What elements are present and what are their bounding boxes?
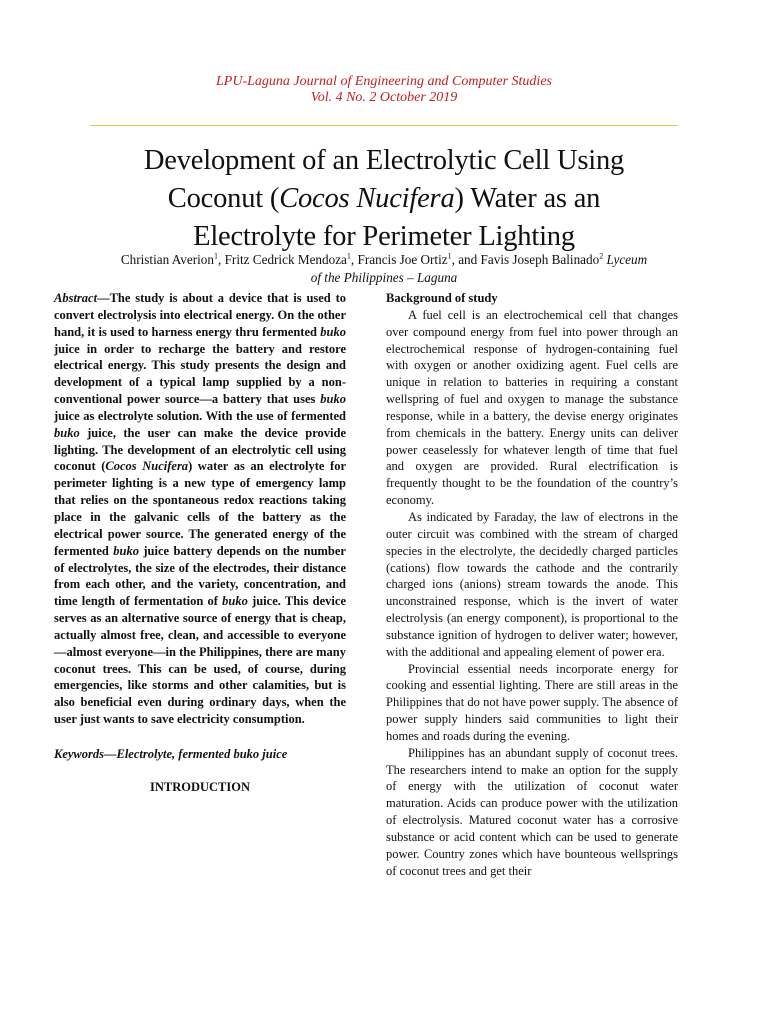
affiliation: of the Philippines – Laguna — [310, 270, 458, 285]
author-list — [40, 251, 728, 287]
abstract-text: juice battery depends on the number of electrolytes, the size of the electrodes, their distance from each other, and the variety, concentration, and time length of fermentation of — [54, 543, 346, 609]
author-affiliation-mark: 1 — [346, 251, 351, 261]
author-affiliation-mark: 1 — [214, 251, 218, 261]
abstract-text: —The study is about a device that is used to convert electrolysis into electrical energy. On the other hand, it is used to harness energy thru fermented — [54, 291, 346, 339]
abstract-text: juice as electrolyte solution. With the use of fermented — [54, 408, 346, 423]
affiliation-line — [40, 269, 728, 287]
body-paragraph: As indicated by Faraday, the law of electrons in the outer circuit was combined with the stream of charged species in the electrolyte, the decidedly charged particles (cations) flow towards the cathode and the contrarily charged ions (anions) stream towards the anode. This unconstrained response, which is the invert of water electrolysis (an energy component), is proportional to the substance ignition of hydrogen to deliver water; however, with the additional and appealing element of power era. — [386, 509, 678, 659]
author-affiliation-mark: 1 — [447, 251, 452, 261]
abstract-label: Abstract — [54, 291, 98, 305]
author-name: Christian Averion — [120, 252, 214, 267]
section-heading-introduction: INTRODUCTION — [149, 779, 250, 794]
title-text: ) Water as an — [454, 183, 601, 214]
section-heading-background: Background of study — [386, 291, 498, 305]
left-column — [54, 290, 346, 796]
title-line-1: Development of an Electrolytic Cell Using — [143, 145, 625, 176]
abstract — [54, 290, 346, 728]
journal-header — [0, 74, 768, 106]
journal-name: LPU-Laguna Journal of Engineering and Computer Studies — [216, 74, 552, 89]
title-line-3: Electrolyte for Perimeter Lighting — [193, 221, 575, 252]
body-paragraph: Provincial essential needs incorporate energy for cooking and essential lighting. There are still areas in the Philippines that do not have power supply. The absence of power supply hinders said communities to light their homes and roads during the evening. — [386, 661, 678, 743]
abstract-italic: buko — [320, 392, 346, 407]
journal-issue: Vol. 4 No. 2 October 2019 — [310, 90, 458, 105]
abstract-italic: buko — [113, 543, 139, 558]
keywords: Keywords—Electrolyte, fermented buko juice — [54, 746, 288, 761]
author-line — [40, 251, 728, 269]
paper-title — [60, 142, 708, 256]
abstract-italic: buko — [320, 324, 346, 339]
abstract-text: juice in order to recharge the battery and restore electrical energy. This study presents the design and development of a typical lamp supplied by a non-conventional power source—a battery that uses — [54, 341, 346, 407]
body-paragraph: A fuel cell is an electrochemical cell that changes over compound energy from fuel into power through an electrochemical response of hydrogen-containing fuel with oxygen or another oxidizing agent. Fuel cells are unique in relation to batteries in requiring a constant wellspring of fuel and oxygen to manage the substance response, while in a battery, the devise energy originates from chemicals in the battery. Energy units can deliver power ceaselessly for whatever length of time that fuel and oxygen are provided. Rural electrification is frequently thought to be the foundation of the country’s economy. — [386, 307, 678, 508]
affiliation: Lyceum — [606, 252, 648, 267]
title-text: Coconut ( — [167, 183, 280, 214]
abstract-text: juice. This device serves as an alternative source of energy that is cheap, actually almost free, clean, and accessible to everyone—almost everyone—in the Philippines, there are many coconut trees. This can be used, of course, during emergencies, like storms and other calamities, but is also beneficial even during ordinary days, when the user just wants to save electricity consumption. — [54, 594, 346, 727]
body-paragraph: Philippines has an abundant supply of coconut trees. The researchers intend to make an option for the supply of energy with the utilization of coconut water maturation. Acids can produce power with the utilization of electrolysis. Matured coconut water has a corrosive substance or acid content which can be used to generate power. Country zones which have bounteous wellsprings of coconut trees and get their — [386, 745, 678, 878]
abstract-italic: buko — [54, 425, 80, 440]
author-name: , Francis Joe Ortiz — [350, 252, 448, 267]
author-affiliation-mark: 2 — [599, 251, 604, 261]
right-column — [386, 290, 678, 880]
abstract-text: ) water as an electrolyte for perimeter lighting is a new type of emergency lamp that relies on the spontaneous redox reactions taking place in the galvanic cells of the battery as the electrical power source. The generated energy of the fermented — [54, 459, 346, 558]
header-divider — [90, 125, 678, 126]
abstract-italic: Cocos Nucifera — [105, 459, 189, 474]
title-line-2 — [60, 180, 708, 218]
title-species-name: Cocos Nucifera — [279, 183, 455, 214]
abstract-italic: buko — [222, 594, 248, 609]
author-name: , Fritz Cedrick Mendoza — [218, 252, 347, 267]
abstract-text: juice, the user can make the device provide lighting. The development of an electrolytic cell using coconut ( — [54, 425, 346, 474]
author-name: , and Favis Joseph Balinado — [451, 252, 600, 267]
